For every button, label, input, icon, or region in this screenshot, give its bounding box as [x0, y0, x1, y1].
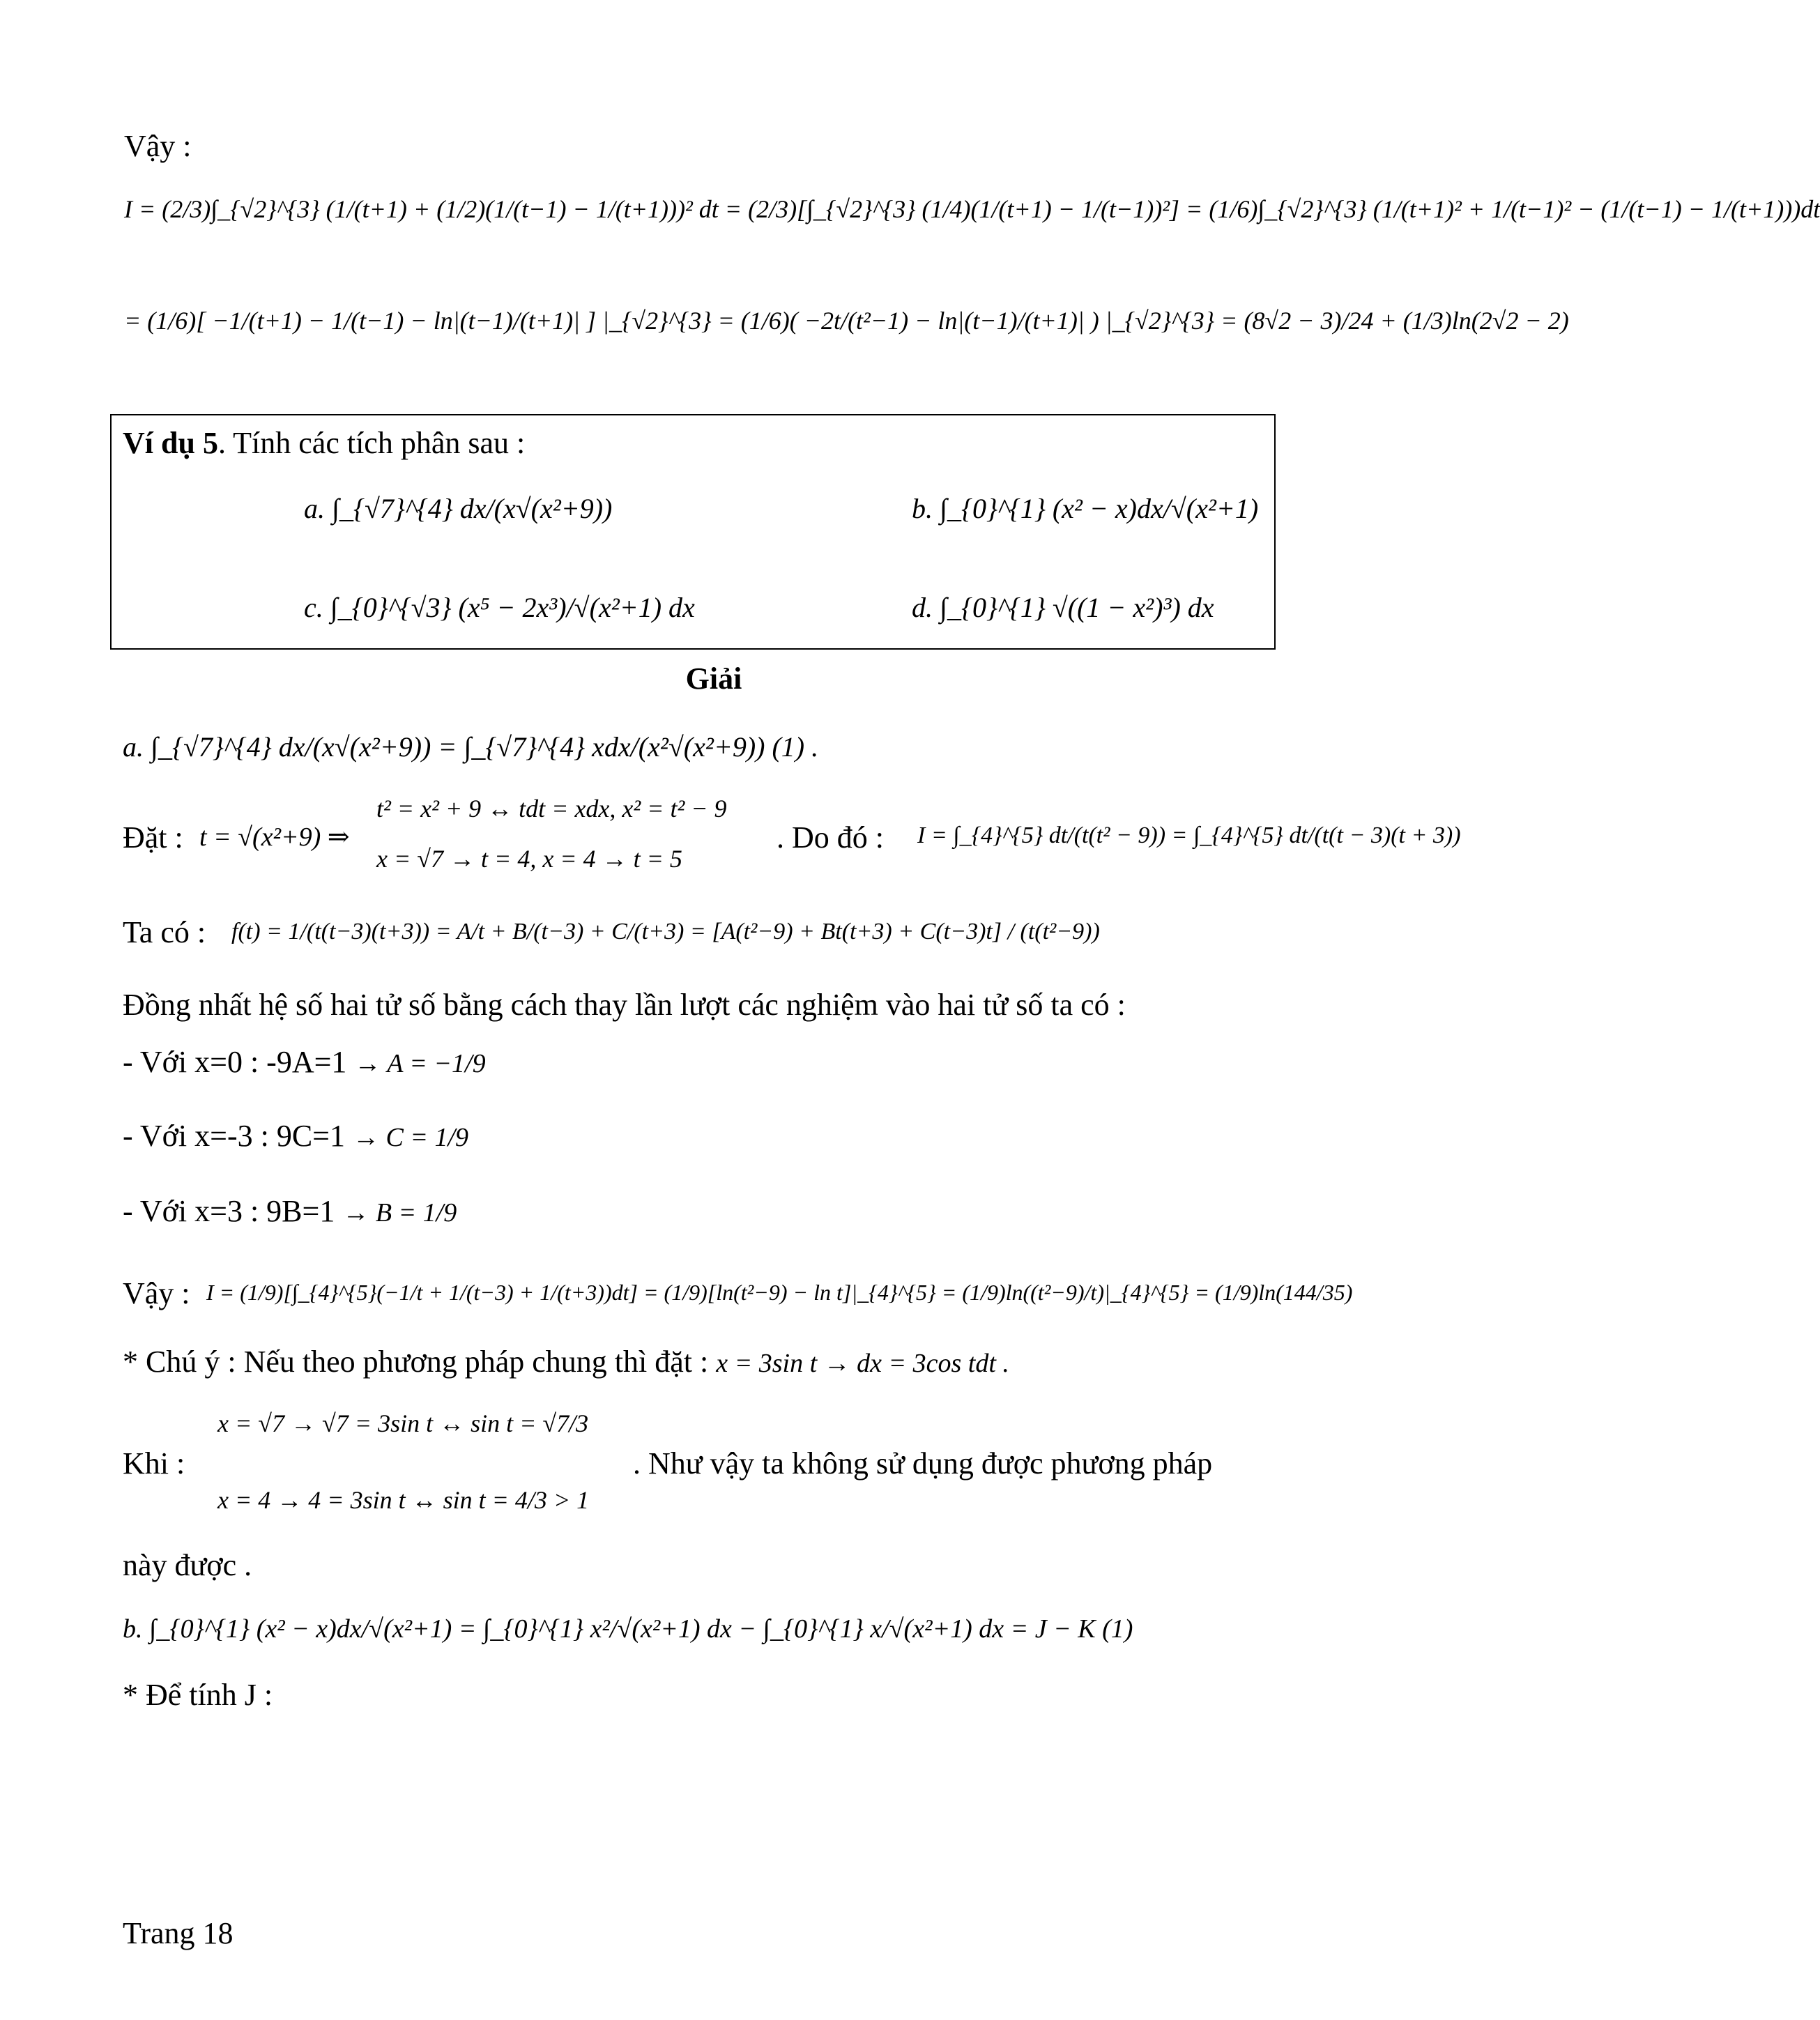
equation-line-1: I = (2/3)∫_{√2}^{3} (1/(t+1) + (1/2)(1/(t−1) − 1/(t+1)))² dt = (2/3)[∫_{√2}^{3} (1/4)(1/(t+1) − 1/(t−1))²] = (1/6)∫_{√2}^{3} (1/(t+1)² + 1/(t−1)² − (1/(t−1) − 1/(t+1)))dt — [124, 195, 1820, 223]
khi-label: Khi : — [123, 1446, 185, 1480]
exercise-b: b. ∫_{0}^{1} (x² − x)dx/√(x²+1) — [912, 493, 1259, 524]
case-2-text: - Với x=-3 : 9C=1 — [123, 1119, 345, 1153]
khi-tail-2: này được . — [123, 1548, 252, 1582]
exercise-c: c. ∫_{0}^{√3} (x⁵ − 2x³)/√(x²+1) dx — [304, 592, 695, 623]
dat-integral-I: I = ∫_{4}^{5} dt/(t(t² − 9)) = ∫_{4}^{5} dt/(t(t − 3)(t + 3)) — [917, 822, 1461, 848]
equation-line-2: = (1/6)[ −1/(t+1) − 1/(t−1) − ln|(t−1)/(t+1)| ] |_{√2}^{3} = (1/6)( −2t/(t²−1) − ln|(t−1)/(t+1)| ) |_{√2}^{3} = (8√2 − 3)/24 + (1/3)ln(2√2 − 2) — [124, 307, 1569, 335]
case-1-text: - Với x=0 : -9A=1 — [123, 1045, 347, 1079]
dat-system-row-1: t² = x² + 9 ↔ tdt = xdx, x² = t² − 9 — [376, 795, 727, 822]
vay2-expression: I = (1/9)[∫_{4}^{5}(−1/t + 1/(t−3) + 1/(t+3))dt] = (1/9)[ln(t²−9) − ln t]|_{4}^{5} = (1/9)ln((t²−9)/t)|_{4}^{5} = (1/9)ln(144/35) — [206, 1280, 1353, 1305]
taco-label: Ta có : — [123, 915, 206, 949]
dong-nhat-line: Đồng nhất hệ số hai tử số bằng cách thay lần lượt các nghiệm vào hai tử số ta có : — [123, 988, 1126, 1022]
chu-y-math: x = 3sin t → dx = 3cos tdt . — [716, 1349, 1009, 1378]
de-tinh-J: * Để tính J : — [123, 1678, 273, 1712]
dat-label: Đặt : — [123, 820, 183, 855]
example-title — [123, 428, 525, 459]
dat-tail: . Do đó : — [777, 820, 884, 855]
case-3-math: → B = 1/9 — [342, 1198, 457, 1227]
solution-a-line: a. ∫_{√7}^{4} dx/(x√(x²+9)) = ∫_{√7}^{4} xdx/(x²√(x²+9)) (1) . — [123, 731, 819, 763]
case-2-math: → C = 1/9 — [352, 1123, 469, 1152]
taco-expression: f(t) = 1/(t(t−3)(t+3)) = A/t + B/(t−3) + C/(t+3) = [A(t²−9) + Bt(t+3) + C(t−3)t] / (t(t²−9)) — [231, 919, 1100, 944]
chu-y-text: * Chú ý : Nếu theo phương pháp chung thì đặt : — [123, 1345, 709, 1379]
exercise-a: a. ∫_{√7}^{4} dx/(x√(x²+9)) — [304, 493, 613, 524]
vay2-label: Vậy : — [123, 1276, 190, 1310]
case-1-math: → A = −1/9 — [354, 1049, 486, 1078]
case-3 — [123, 1196, 457, 1227]
case-2 — [123, 1121, 468, 1151]
example-title-bold: Ví dụ 5 — [123, 426, 218, 460]
case-3-text: - Với x=3 : 9B=1 — [123, 1194, 335, 1228]
chu-y-line — [123, 1347, 1009, 1377]
vay-label: Vậy : — [124, 129, 192, 163]
khi-system-row-1: x = √7 → √7 = 3sin t ↔ sin t = √7/3 — [217, 1409, 589, 1437]
dat-system-row-2: x = √7 → t = 4, x = 4 → t = 5 — [376, 845, 682, 873]
khi-tail: . Như vậy ta không sử dụng được phương pháp — [633, 1446, 1213, 1480]
case-1 — [123, 1047, 486, 1078]
page-footer: Trang 18 — [123, 1916, 234, 1950]
example-title-rest: . Tính các tích phân sau : — [217, 426, 526, 460]
solution-b-line: b. ∫_{0}^{1} (x² − x)dx/√(x²+1) = ∫_{0}^{1} x²/√(x²+1) dx − ∫_{0}^{1} x/√(x²+1) dx = J − K (1) — [123, 1614, 1133, 1644]
khi-system-row-2: x = 4 → 4 = 3sin t ↔ sin t = 4/3 > 1 — [217, 1486, 590, 1514]
dat-expression: t = √(x²+9) ⇒ — [199, 822, 350, 852]
solution-title: Giải — [685, 661, 742, 696]
exercise-d: d. ∫_{0}^{1} √((1 − x²)³) dx — [912, 592, 1214, 623]
